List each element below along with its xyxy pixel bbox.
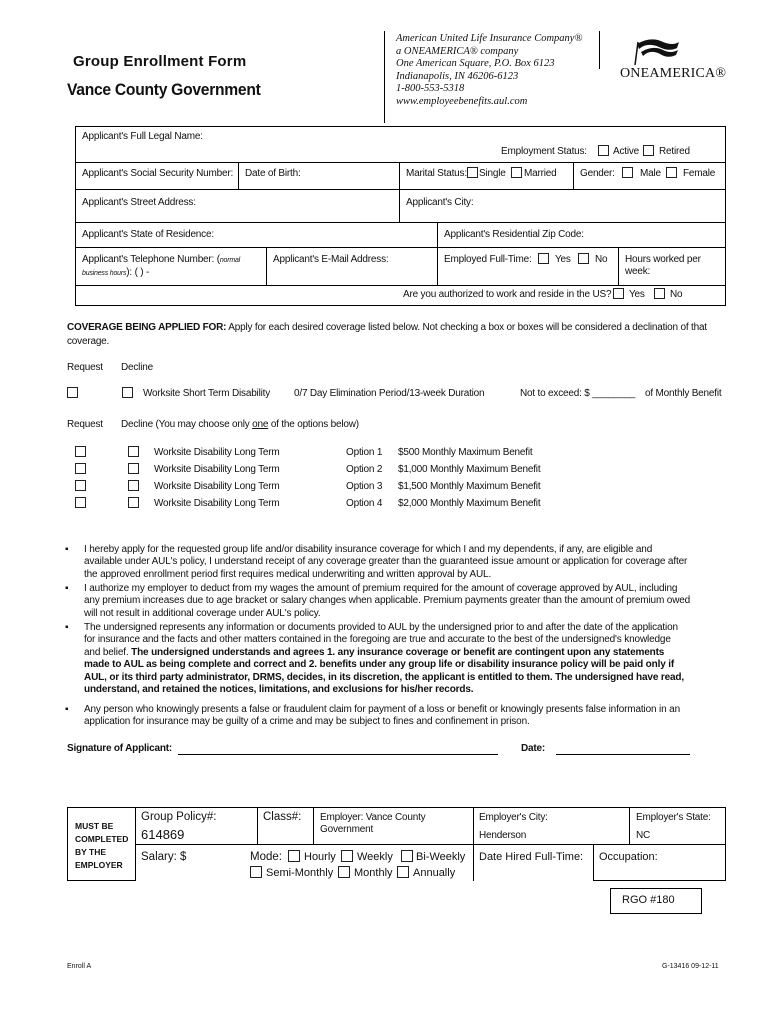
coverage-heading-line2: coverage. xyxy=(67,336,110,347)
row-divider xyxy=(75,222,726,223)
decline-note: Decline (You may choose only one of the options below) xyxy=(121,419,359,430)
employer-col-divider xyxy=(257,807,258,845)
employer-col-divider xyxy=(313,807,314,845)
ltd-request-checkbox[interactable] xyxy=(75,497,86,508)
std-limit: Not to exceed: $ ________ xyxy=(520,388,636,399)
weekly-checkbox[interactable] xyxy=(341,850,353,862)
authorized-label: Are you authorized to work and reside in the US? xyxy=(403,289,612,300)
employer-col-divider xyxy=(473,807,474,881)
monthly-checkbox[interactable] xyxy=(338,866,350,878)
oneamerica-flag-icon xyxy=(633,36,681,66)
single-label: Single xyxy=(479,168,506,179)
ltd-decline-checkbox[interactable] xyxy=(128,480,139,491)
date-label: Date: xyxy=(521,743,546,754)
male-checkbox[interactable] xyxy=(622,167,633,178)
ltd-request-checkbox[interactable] xyxy=(75,480,86,491)
active-checkbox[interactable] xyxy=(598,145,609,156)
employer-row-divider xyxy=(135,844,726,845)
ltd-benefit: $1,500 Monthly Maximum Benefit xyxy=(398,481,541,492)
fulltime-no-label: No xyxy=(595,254,608,265)
coverage-heading: COVERAGE BEING APPLIED FOR: Apply for each desired coverage listed below. Not checking a box or boxes will be considered a declination of that xyxy=(67,322,707,333)
fulltime-label: Employed Full-Time: xyxy=(444,254,532,265)
phone-note: normal xyxy=(219,257,241,264)
email-label: Applicant's E-Mail Address: xyxy=(273,254,389,265)
ltd-label: Worksite Disability Long Term xyxy=(154,481,280,492)
married-label: Married xyxy=(524,168,557,179)
fulltime-no-checkbox[interactable] xyxy=(578,253,589,264)
row-divider xyxy=(75,189,726,190)
monthly-label: Monthly xyxy=(354,867,393,879)
company-line: Indianapolis, IN 46206-6123 xyxy=(396,70,519,82)
female-label: Female xyxy=(683,168,716,179)
ssn-label: Applicant's Social Security Number: xyxy=(82,168,234,179)
std-request-checkbox[interactable] xyxy=(67,387,78,398)
company-line: www.employeebenefits.aul.com xyxy=(396,95,528,107)
semimonthly-checkbox[interactable] xyxy=(250,866,262,878)
statement-authorize: I authorize my employer to deduct from my wages the amount of premium required for the amount of coverage approved by AUL, including any premium increases due to age bracket or salary changes when applicable. Premium payments greater than the amount of premium owed will not result in additional coverage under AUL's policy. xyxy=(84,583,691,619)
authorized-yes-label: Yes xyxy=(629,289,645,300)
ltd-option: Option 1 xyxy=(346,447,383,458)
employer-label: Employer: Vance County Government xyxy=(320,812,426,835)
must-be-completed: MUST BE COMPLETED BY THE EMPLOYER xyxy=(75,821,129,870)
statement-apply: I hereby apply for the requested group life and/or disability insurance coverage for which I and my dependents, if any, are eligible and available under AUL's policy, I understand receipt of any coverage greater than the guaranteed issue amount or application for coverage after the approved enrollment period first requires medical underwriting and written approval by AUL. xyxy=(84,544,688,580)
female-checkbox[interactable] xyxy=(666,167,677,178)
header-divider-right xyxy=(599,31,600,69)
single-checkbox[interactable] xyxy=(467,167,478,178)
fulltime-yes-checkbox[interactable] xyxy=(538,253,549,264)
salary-label: Salary: $ xyxy=(141,851,187,863)
date-field[interactable] xyxy=(556,742,690,755)
std-limit-tail: of Monthly Benefit xyxy=(645,388,722,399)
ltd-request-checkbox[interactable] xyxy=(75,446,86,457)
biweekly-label: Bi-Weekly xyxy=(416,851,466,863)
fulltime-yes-label: Yes xyxy=(555,254,571,265)
city-label: Applicant's City: xyxy=(406,197,474,208)
std-decline-checkbox[interactable] xyxy=(122,387,133,398)
oneamerica-logo: ONEAMERICA® xyxy=(620,66,727,81)
bullet: ▪ xyxy=(65,583,69,594)
ltd-option: Option 4 xyxy=(346,498,383,509)
street-address-label: Applicant's Street Address: xyxy=(82,197,196,208)
authorized-yes-checkbox[interactable] xyxy=(613,288,624,299)
request-header-2: Request xyxy=(67,419,103,430)
col-divider xyxy=(266,247,267,285)
authorized-no-checkbox[interactable] xyxy=(654,288,665,299)
bullet: ▪ xyxy=(65,544,69,555)
ltd-label: Worksite Disability Long Term xyxy=(154,464,280,475)
decline-header: Decline xyxy=(121,362,153,373)
retired-checkbox[interactable] xyxy=(643,145,654,156)
group-policy-value: 614869 xyxy=(141,827,185,842)
row-divider xyxy=(75,247,726,248)
signature-label: Signature of Applicant: xyxy=(67,743,173,754)
employer-city-value: Henderson xyxy=(479,830,527,841)
employer-title: Vance County Government xyxy=(67,80,261,99)
std-label: Worksite Short Term Disability xyxy=(143,388,270,399)
col-divider xyxy=(238,162,239,189)
ltd-label: Worksite Disability Long Term xyxy=(154,498,280,509)
full-name-label: Applicant's Full Legal Name: xyxy=(82,131,203,142)
employer-bottom-right xyxy=(593,880,726,881)
company-line: 1-800-553-5318 xyxy=(396,83,465,95)
header-divider-left xyxy=(384,31,385,123)
ltd-label: Worksite Disability Long Term xyxy=(154,447,280,458)
retired-label: Retired xyxy=(659,146,690,157)
ltd-request-checkbox[interactable] xyxy=(75,463,86,474)
col-divider xyxy=(437,222,438,247)
employer-bottom-left xyxy=(67,880,135,881)
ltd-benefit: $500 Monthly Maximum Benefit xyxy=(398,447,533,458)
authorized-no-label: No xyxy=(670,289,683,300)
rgo-number: RGO #180 xyxy=(622,894,675,906)
annually-label: Annually xyxy=(413,867,456,879)
phone-format: business hours): ( ) - xyxy=(82,267,150,278)
class-label: Class#: xyxy=(263,811,302,823)
employer-col-divider xyxy=(593,845,594,881)
annually-checkbox[interactable] xyxy=(397,866,409,878)
statement-fraud: Any person who knowingly presents a false or fraudulent claim for payment of a loss or benefit or knowingly presents false information in an application for insurance may be guilty of a crime and may be subject to fines and confinement in prison. xyxy=(84,704,680,728)
employer-city-label: Employer's City: xyxy=(479,812,548,823)
row-divider xyxy=(75,162,726,163)
hourly-label: Hourly xyxy=(304,851,336,863)
ltd-option: Option 3 xyxy=(346,481,383,492)
company-line: One American Square, P.O. Box 6123 xyxy=(396,58,555,70)
col-divider xyxy=(437,247,438,285)
col-divider xyxy=(573,162,574,189)
employer-state-label: Employer's State: xyxy=(636,812,711,823)
footer-form-number: G-13416 09-12-11 xyxy=(662,963,719,970)
group-policy-label: Group Policy#: xyxy=(141,811,217,823)
company-line: American United Life Insurance Company® xyxy=(396,33,583,44)
footer-form-id: Enroll A xyxy=(67,963,92,970)
ltd-benefit: $1,000 Monthly Maximum Benefit xyxy=(398,464,541,475)
gender-label: Gender: xyxy=(580,168,615,179)
ltd-decline-checkbox[interactable] xyxy=(128,446,139,457)
company-address-block xyxy=(396,33,582,109)
row-divider xyxy=(75,285,726,286)
date-hired-label: Date Hired Full-Time: xyxy=(479,851,584,863)
company-line: a ONEAMERICA® company xyxy=(396,45,519,57)
col-divider xyxy=(399,162,400,222)
phone-label: Applicant's Telephone Number: (normal xyxy=(82,254,241,265)
signature-field[interactable] xyxy=(178,742,498,755)
zip-label: Applicant's Residential Zip Code: xyxy=(444,229,584,240)
weekly-label: Weekly xyxy=(357,851,393,863)
employment-status-label: Employment Status: xyxy=(501,146,587,157)
statement-represents: The undersigned represents any information or documents provided to AUL by the undersigned prior to and after the date of the application for insurance and the facts and other matters contained in the foregoing are true and accurate to the best of the undersigned's knowledge and belief. The undersigned understands and agrees 1. any insurance coverage or benefit are contingent upon any statements made to AUL as being complete and correct and 2. benefits under any group life or disability insurance policy will be paid only if AUL, or its third party administrator, DRMS, decides, in its discretion, the applicant is entitled to them. The undersigned have read, understand, and retained the notices, limitations, and exclusions for his/her records. xyxy=(84,622,685,696)
occupation-label: Occupation: xyxy=(599,851,658,863)
employer-col-divider xyxy=(135,807,136,881)
ltd-option: Option 2 xyxy=(346,464,383,475)
form-title: Group Enrollment Form xyxy=(73,53,247,70)
semimonthly-label: Semi-Monthly xyxy=(266,867,334,879)
std-period: 0/7 Day Elimination Period/13-week Duration xyxy=(294,388,485,399)
employer-state-value: NC xyxy=(636,830,651,841)
state-label: Applicant's State of Residence: xyxy=(82,229,214,240)
mode-label: Mode: xyxy=(250,851,282,863)
hours-label: Hours worked per week: xyxy=(625,254,701,277)
dob-label: Date of Birth: xyxy=(245,168,301,179)
employer-col-divider xyxy=(629,807,630,845)
ltd-decline-checkbox[interactable] xyxy=(128,463,139,474)
col-divider xyxy=(618,247,619,285)
ltd-benefit: $2,000 Monthly Maximum Benefit xyxy=(398,498,541,509)
bullet: ▪ xyxy=(65,704,69,715)
male-label: Male xyxy=(640,168,661,179)
biweekly-checkbox[interactable] xyxy=(401,850,413,862)
active-label: Active xyxy=(613,146,640,157)
ltd-decline-checkbox[interactable] xyxy=(128,497,139,508)
married-checkbox[interactable] xyxy=(511,167,522,178)
marital-status-label: Marital Status: xyxy=(406,168,467,179)
hourly-checkbox[interactable] xyxy=(288,850,300,862)
bullet: ▪ xyxy=(65,622,69,633)
request-header: Request xyxy=(67,362,103,373)
